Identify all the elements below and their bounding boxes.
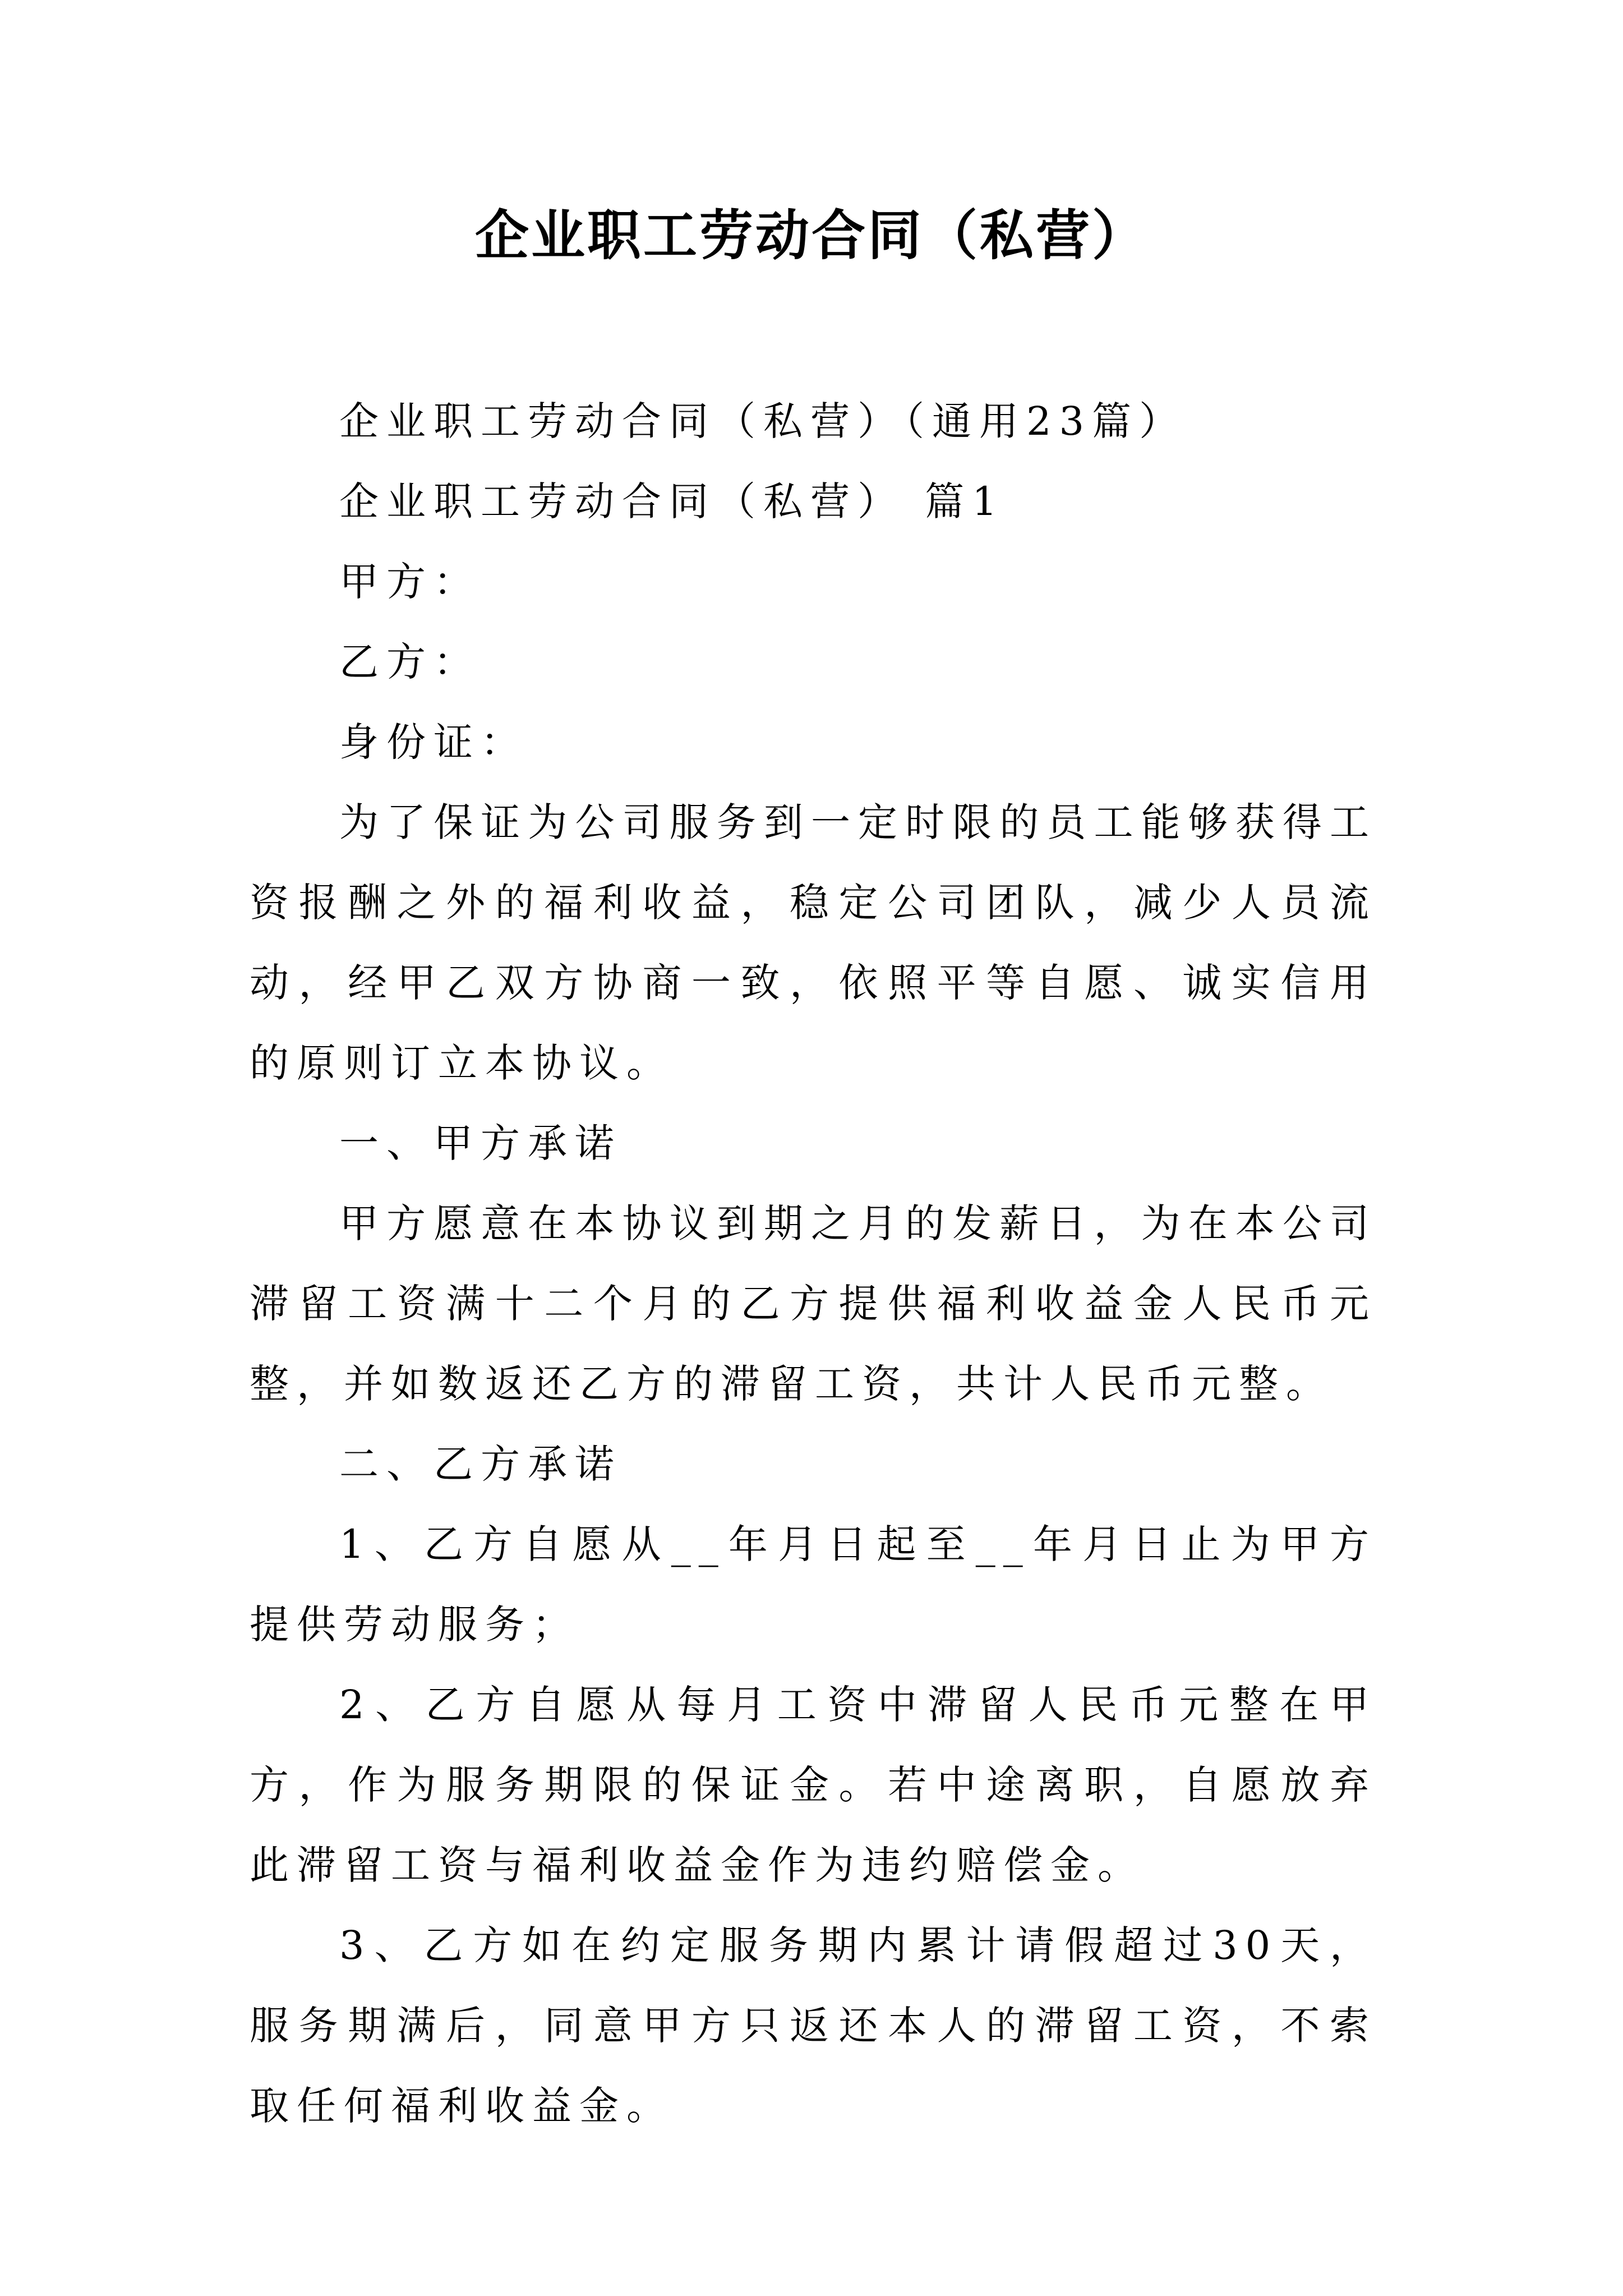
section-heading-paragraph: 企业职工劳动合同（私营） 篇1 (339, 478, 1005, 524)
clause-3-paragraph: 3、乙方如在约定服务期内累计请假超过30天，服务期满后，同意甲方只返还本人的滞留工资，不索取任何福利收益金。 (250, 1922, 1377, 2129)
party-b-commitment-heading: 二、乙方承诺 (339, 1441, 622, 1487)
id-card-label: 身份证： (339, 719, 528, 765)
preamble-paragraph: 为了保证为公司服务到一定时限的员工能够获得工资报酬之外的福利收益，稳定公司团队，减少人员流动，经甲乙双方协商一致，依照平等自愿、诚实信用的原则订立本协议。 (250, 799, 1377, 1086)
party-a-commitment-paragraph: 甲方愿意在本协议到期之月的发薪日，为在本公司滞留工资满十二个月的乙方提供福利收益金人民币元整，并如数返还乙方的滞留工资，共计人民币元整。 (250, 1200, 1377, 1407)
clause-1-paragraph: 1、乙方自愿从__年月日起至__年月日止为甲方提供劳动服务； (250, 1521, 1377, 1648)
document-body (250, 381, 1377, 2146)
party-b-label: 乙方： (339, 639, 481, 685)
party-a-commitment-heading: 一、甲方承诺 (339, 1120, 622, 1166)
party-a-label: 甲方： (339, 559, 481, 605)
subtitle-paragraph: 企业职工劳动合同（私营）（通用23篇） (339, 398, 1187, 444)
clause-2-paragraph: 2、乙方自愿从每月工资中滞留人民币元整在甲方，作为服务期限的保证金。若中途离职，自愿放弃此滞留工资与福利收益金作为违约赔偿金。 (250, 1682, 1377, 1888)
document-title: 企业职工劳动合同（私营） (475, 204, 1148, 267)
